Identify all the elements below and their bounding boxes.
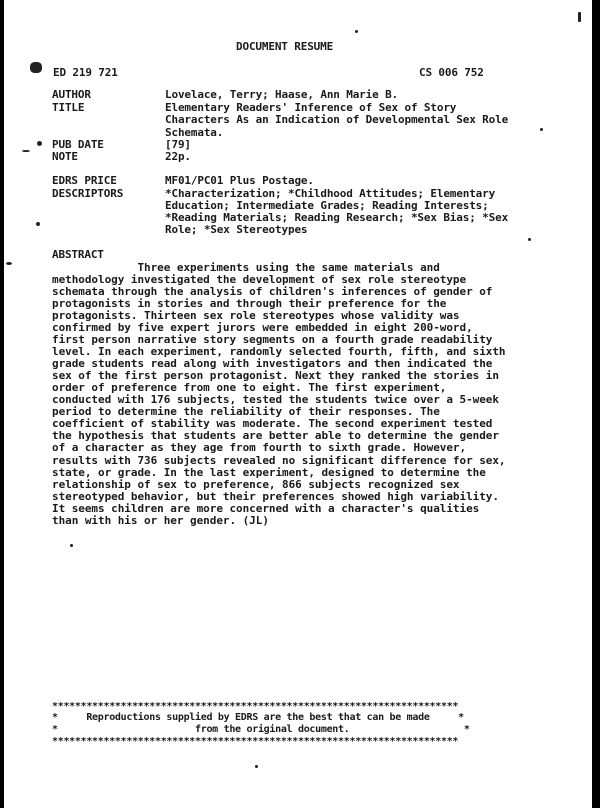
- scan-edge-left: [0, 0, 4, 808]
- scan-speck: [70, 544, 73, 547]
- abstract-line: the hypothesis that students are better able to determine the gender: [52, 429, 499, 442]
- field-label-pub-date: PUB DATE: [52, 138, 104, 151]
- abstract-line: protagonists. Thirteen sex role stereotypes whose validity was: [52, 309, 460, 322]
- field-value-author: Lovelace, Terry; Haase, Ann Marie B.: [165, 88, 399, 101]
- scan-speck: [540, 128, 543, 131]
- field-value-descriptors-line: *Characterization; *Childhood Attitudes; Elementary: [165, 187, 496, 200]
- field-value-title-line: Schemata.: [165, 126, 224, 139]
- field-label-author: AUTHOR: [52, 88, 91, 101]
- abstract-line: It seems children are more concerned with a character's qualities: [52, 502, 480, 515]
- abstract-line: state, or grade. In the last experiment, designed to determine the: [52, 466, 486, 479]
- scan-speck: [355, 30, 358, 33]
- footer-border-top: ***********************************************************************: [52, 701, 459, 712]
- field-value-edrs-price: MF01/PC01 Plus Postage.: [165, 174, 314, 187]
- field-label-descriptors: DESCRIPTORS: [52, 187, 124, 200]
- abstract-line: period to determine the reliability of their responses. The: [52, 405, 440, 418]
- abstract-line: sex of the first person protagonist. Next they ranked the stories in: [52, 369, 499, 382]
- abstract-line: Three experiments using the same materials and: [52, 261, 440, 274]
- field-value-title-line: Elementary Readers' Inference of Sex of Story: [165, 101, 457, 114]
- scan-mark: [30, 62, 42, 73]
- field-value-descriptors-line: *Reading Materials; Reading Research; *Sex Bias; *Sex: [165, 211, 509, 224]
- abstract-line: protagonists in stories and through their preference for the: [52, 297, 447, 310]
- abstract-line: coefficient of stability was moderate. The second experiment tested: [52, 417, 493, 430]
- abstract-line: first person narrative story segments on a fourth grade readability: [52, 333, 493, 346]
- field-value-pub-date: [79]: [165, 138, 191, 151]
- abstract-line: results with 736 subjects revealed no significant difference for sex,: [52, 454, 506, 467]
- scan-speck: [528, 238, 531, 241]
- scan-speck: [22, 150, 30, 152]
- footer-line: * from the original document. *: [52, 724, 470, 735]
- abstract-line: schemata through the analysis of children's inferences of gender of: [52, 285, 493, 298]
- scan-edge-right: [592, 0, 600, 808]
- scan-speck: [6, 262, 12, 265]
- abstract-line: methodology investigated the development of sex role stereotype: [52, 273, 467, 286]
- ed-number: ED 219 721: [53, 66, 118, 79]
- scan-speck: [578, 12, 581, 22]
- document-heading: DOCUMENT RESUME: [236, 40, 334, 53]
- field-label-title: TITLE: [52, 101, 85, 114]
- abstract-line: stereotyped behavior, but their preferences showed high variability.: [52, 490, 499, 503]
- footer-border-bottom: ***********************************************************************: [52, 736, 459, 747]
- footer-line: * Reproductions supplied by EDRS are the best that can be made *: [52, 712, 464, 723]
- abstract-line: conducted with 176 subjects, tested the students twice over a 5-week: [52, 393, 499, 406]
- scan-speck: [37, 141, 42, 146]
- field-value-note: 22p.: [165, 150, 191, 163]
- abstract-label: ABSTRACT: [52, 248, 104, 261]
- abstract-line: level. In each experiment, randomly selected fourth, fifth, and sixth: [52, 345, 506, 358]
- abstract-line: relationship of sex to preference, 866 subjects recognized sex: [52, 478, 460, 491]
- abstract-line: order of preference from one to eight. The first experiment,: [52, 381, 447, 394]
- field-value-descriptors-line: Education; Intermediate Grades; Reading Interests;: [165, 199, 489, 212]
- field-value-title-line: Characters As an Indication of Developmental Sex Role: [165, 113, 509, 126]
- scan-speck: [255, 765, 258, 768]
- abstract-line: of a character as they age from fourth to sixth grade. However,: [52, 441, 467, 454]
- field-label-edrs-price: EDRS PRICE: [52, 174, 117, 187]
- abstract-line: confirmed by five expert jurors were embedded in eight 200-word,: [52, 321, 473, 334]
- abstract-line: than with his or her gender. (JL): [52, 514, 269, 527]
- field-label-note: NOTE: [52, 150, 78, 163]
- abstract-line: grade students read along with investigators and then indicated the: [52, 357, 493, 370]
- field-value-descriptors-line: Role; *Sex Stereotypes: [165, 223, 308, 236]
- scan-speck: [36, 222, 40, 226]
- cs-number: CS 006 752: [419, 66, 484, 79]
